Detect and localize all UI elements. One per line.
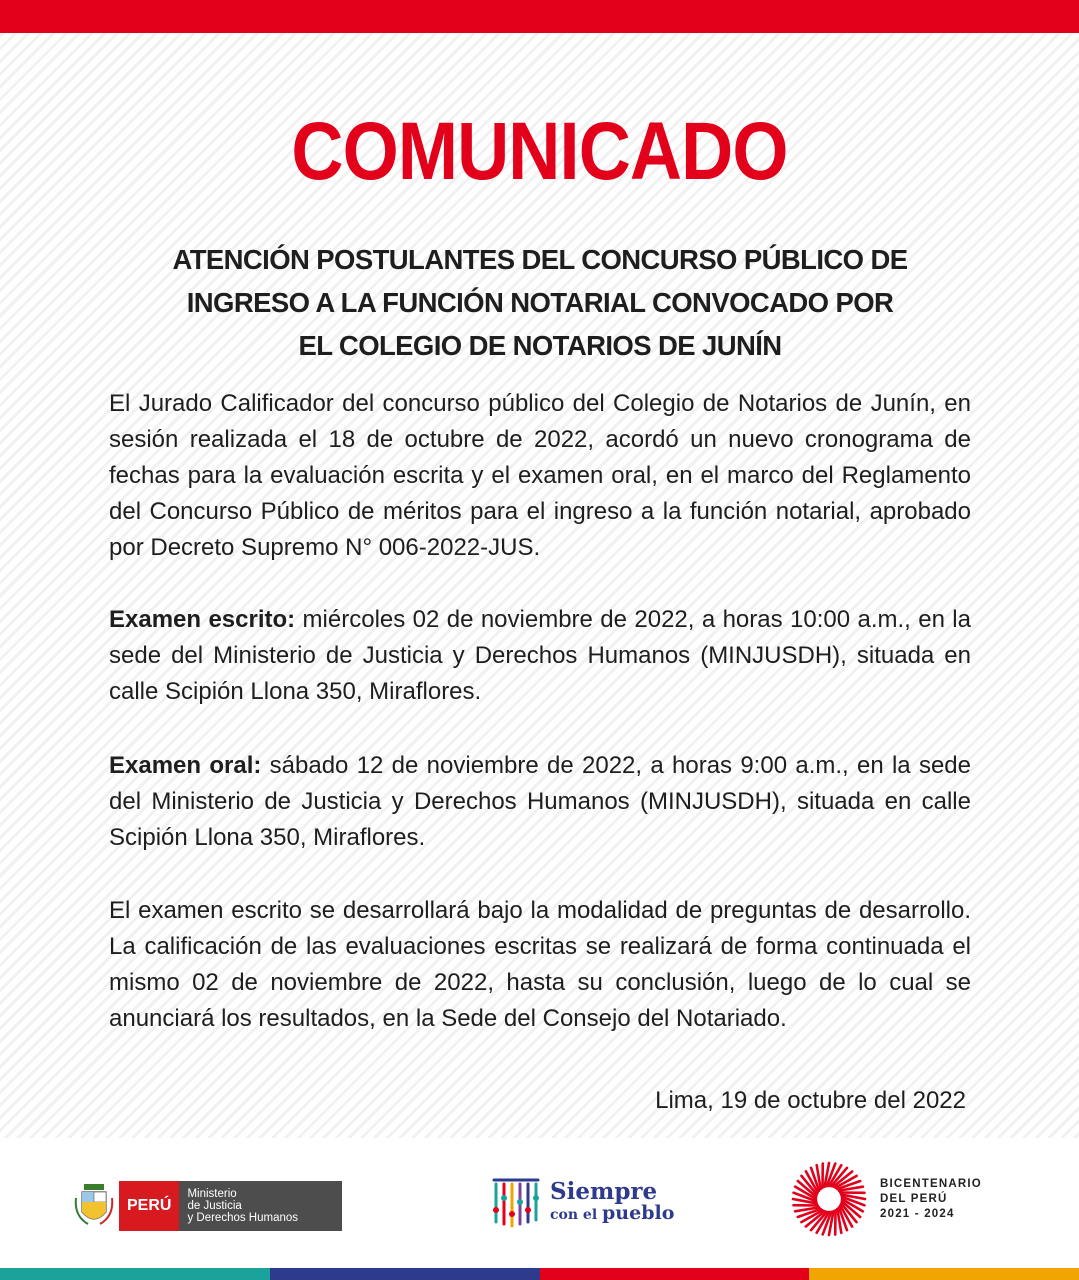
written-exam-paragraph <box>109 602 971 710</box>
peru-label: PERÚ <box>119 1181 179 1231</box>
subtitle-line: ATENCIÓN POSTULANTES DEL CONCURSO PÚBLICO DE <box>172 244 908 275</box>
grading-paragraph: El examen escrito se desarrollará bajo la modalidad de preguntas de desarrollo. La calificación de las evaluaciones escritas se realizará de forma continuada el mismo 02 de noviembre de 2022, hasta su conclusión, luego de lo cual se anunciará los resultados, en la Sede del Consejo del Notariado. <box>109 897 971 1032</box>
pueblo-label: pueblo <box>602 1202 675 1224</box>
bicentenario-label: BICENTENARIO <box>880 1177 982 1190</box>
subtitle-line: INGRESO A LA FUNCIÓN NOTARIAL CONVOCADO POR <box>186 287 894 318</box>
coat-of-arms-icon <box>73 1181 115 1231</box>
stripe-segment <box>540 1268 810 1280</box>
people-figures-icon <box>490 1174 542 1230</box>
ministry-label: Ministerio de Justicia y Derechos Humanos <box>179 1181 342 1231</box>
subtitle <box>110 238 970 367</box>
written-exam-label: Examen escrito: <box>109 606 296 633</box>
bicentenario-sun-icon <box>790 1160 868 1238</box>
minjus-logo <box>73 1180 342 1232</box>
top-red-bar <box>0 0 1079 33</box>
intro-paragraph: El Jurado Calificador del concurso público del Colegio de Notarios de Junín, en sesión realizada el 18 de octubre de 2022, acordó un nuevo cronograma de fechas para la evaluación escrita y el examen oral, en el marco del Reglamento del Concurso Público de méritos para el ingreso a la función notarial, aprobado por Decreto Supremo N° 006-2022-JUS. <box>109 390 971 561</box>
page-title: COMUNICADO <box>291 106 788 197</box>
siempre-label: Siempre <box>550 1178 658 1205</box>
oral-exam-text: sábado 12 de noviembre de 2022, a horas 9:00 a.m., en la sede del Ministerio de Justicia y Derechos Humanos (MINJUSDH), situada en calle Scipión Llona 350, Miraflores. <box>109 752 971 851</box>
bottom-color-stripe <box>0 1268 1079 1280</box>
subtitle-line: EL COLEGIO DE NOTARIOS DE JUNÍN <box>298 330 782 361</box>
place-date: Lima, 19 de octubre del 2022 <box>655 1087 966 1114</box>
oral-exam-label: Examen oral: <box>109 752 262 779</box>
stripe-segment <box>809 1268 1079 1280</box>
con-el-label: con el <box>550 1207 598 1223</box>
siempre-con-el-pueblo-logo <box>490 1172 674 1232</box>
bicentenario-logo <box>790 1160 982 1238</box>
stripe-segment <box>270 1268 540 1280</box>
stripe-segment <box>0 1268 270 1280</box>
years-label: 2021 - 2024 <box>880 1207 955 1220</box>
written-exam-text: miércoles 02 de noviembre de 2022, a horas 10:00 a.m., en la sede del Ministerio de Justicia y Derechos Humanos (MINJUSDH), situada en calle Scipión Llona 350, Miraflores. <box>109 606 971 705</box>
del-peru-label: DEL PERÚ <box>880 1192 948 1205</box>
oral-exam-paragraph <box>109 748 971 856</box>
